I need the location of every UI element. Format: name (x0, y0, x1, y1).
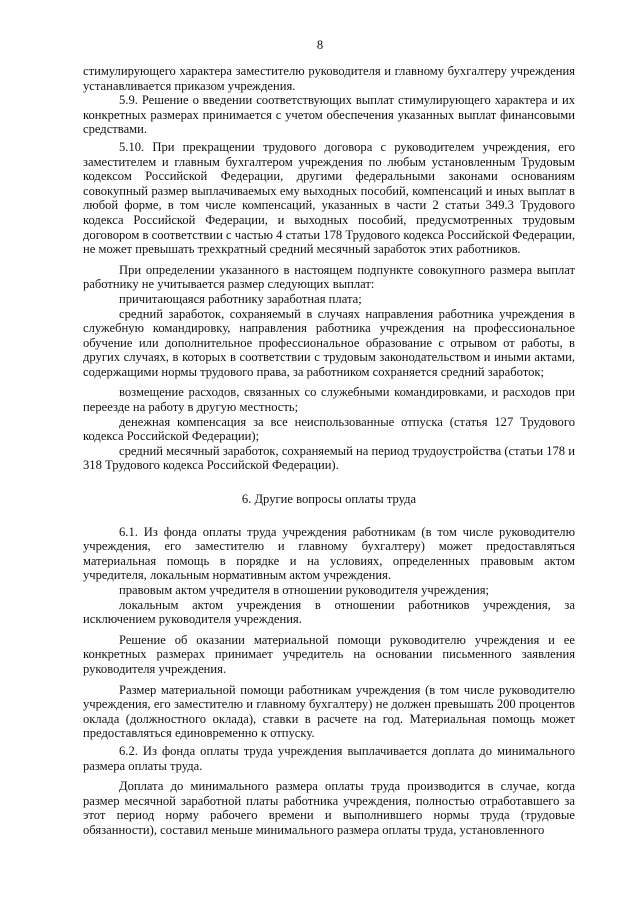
section-heading: 6. Другие вопросы оплаты труда (241, 492, 417, 507)
list-item: возмещение расходов, связанных со служебными командировками, и расходов при переезде на работу в другую местность; (83, 385, 575, 415)
paragraph-6-2: 6.2. Из фонда оплаты труда учреждения выплачивается доплата до минимального размера оплаты труда. (83, 743, 575, 773)
list-item: денежная компенсация за все неиспользованные отпуска (статья 127 Трудового кодекса Российской Федерации); (83, 414, 575, 444)
paragraph-5-9: 5.9. Решение о введении соответствующих выплат стимулирующего характера и их конкретных размерах принимается с учетом обеспечения указанных выплат финансовыми средствами. (83, 93, 575, 137)
paragraph: При определении указанного в настоящем подпункте совокупного размера выплат работнику не учитывается размер следующих выплат: (83, 262, 575, 292)
paragraph: Доплата до минимального размера оплаты труда производится в случае, когда размер месячной заработной платы работника учреждения, полностью отработавшего за этот период норму рабочего времени и выполнившего нормы труда (трудовые обязанности), составил меньше минимального размера оплаты труда, установленного (83, 779, 575, 837)
paragraph: стимулирующего характера заместителю руководителя и главному бухгалтеру учреждения устанавливается приказом учреждения. (83, 64, 575, 93)
list-item: причитающаяся работнику заработная плата; (119, 291, 362, 306)
list-item: локальным актом учреждения в отношении работников учреждения, за исключением руководителя учреждения. (83, 597, 575, 627)
paragraph: Решение об оказании материальной помощи руководителю учреждения и ее конкретных размерах принимает учредитель на основании письменного заявления руководителя учреждения. (83, 632, 575, 676)
list-item: средний месячный заработок, сохраняемый на период трудоустройства (статьи 178 и 318 Трудового кодекса Российской Федерации). (83, 443, 575, 473)
list-item: правовым актом учредителя в отношении руководителя учреждения; (119, 583, 490, 597)
paragraph-5-10: 5.10. При прекращении трудового договора с руководителем учреждения, его заместителем и главным бухгалтером учреждения по любым установленным Трудовым кодексом Российской Федерации, другими федеральными законами основаниям совокупный размер выплачиваемых ему выходных пособий, компенсаций и иных выплат в любой форме, в том числе компенсаций, указанных в части 2 статьи 349.3 Трудового кодекса Российской Федерации, и выходных пособий, предусмотренных трудовым договором в соответствии с частью 4 статьи 178 Трудового кодекса Российской Федерации, не может превышать трехкратный средний месячный заработок этих работников. (83, 139, 575, 257)
paragraph-6-1: 6.1. Из фонда оплаты труда учреждения работникам (в том числе руководителю учреждения, его заместителю и главному бухгалтеру) может предоставляться материальная помощь в порядке и на условиях, определенных правовым актом учредителя, локальным нормативным актом учреждения. (83, 524, 575, 583)
paragraph: Размер материальной помощи работникам учреждения (в том числе руководителю учреждения, его заместителю и главному бухгалтеру) не должен превышать 200 процентов оклада (должностного оклада), ставки в расчете на год. Материальная помощь может предоставляться единовременно к отпуску. (83, 682, 575, 741)
list-item: средний заработок, сохраняемый в случаях направления работника учреждения в служебную командировку, направления работника учреждения на профессиональное обучение или дополнительное профессиональное образование с отрывом от работы, в других случаях, в которых в соответствии с трудовым законодательством и иными актами, содержащими нормы трудового права, за работником сохраняется средний заработок; (83, 306, 575, 379)
document-body (83, 64, 575, 838)
page-number: 8 (316, 38, 324, 52)
